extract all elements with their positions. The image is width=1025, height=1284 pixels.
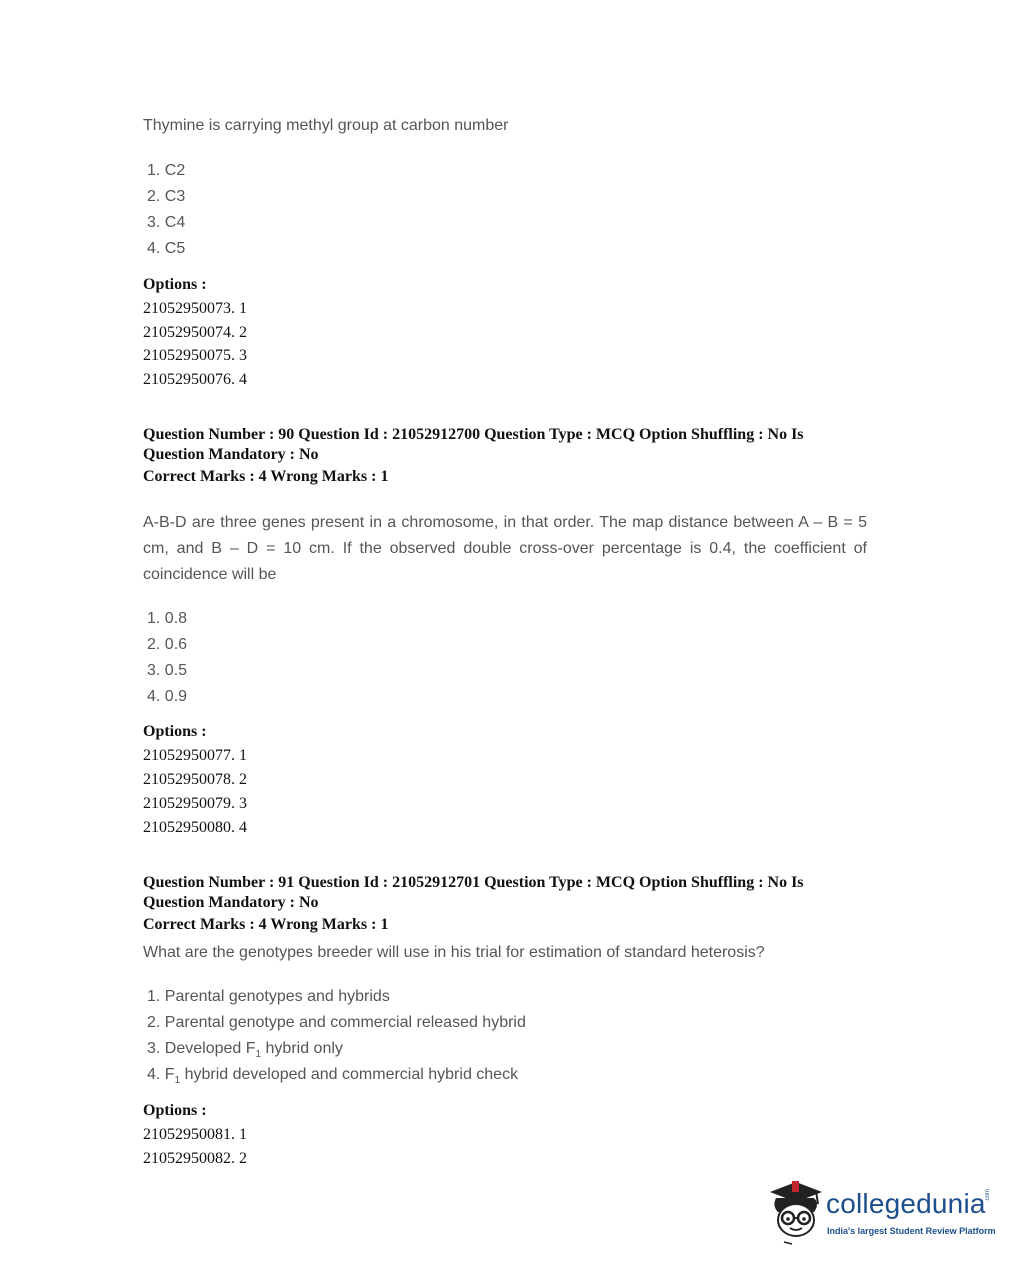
question-header — [143, 425, 873, 465]
choice-item: 1. Parental genotypes and hybrids — [147, 988, 390, 1005]
option-item: 21052950081. 1 — [143, 1126, 247, 1143]
marks-line: Correct Marks : 4 Wrong Marks : 1 — [143, 916, 389, 933]
question-header-line: Question Mandatory : No — [143, 446, 319, 463]
logo-domain: .com — [985, 1188, 991, 1202]
choice-text: 4. F — [147, 1066, 175, 1083]
options-label: Options : — [143, 723, 207, 740]
choice-item: 4. C5 — [147, 240, 186, 257]
option-item: 21052950074. 2 — [143, 324, 247, 341]
option-item: 21052950075. 3 — [143, 347, 247, 364]
question-text: Thymine is carrying methyl group at carbon number — [143, 117, 509, 134]
question-header-line: Question Mandatory : No — [143, 894, 319, 911]
question-header-line: Question Number : 90 Question Id : 21052912700 Question Type : MCQ Option Shuffling : No Is — [143, 426, 804, 443]
option-item: 21052950080. 4 — [143, 819, 247, 836]
subscript: 1 — [174, 1075, 181, 1087]
collegedunia-logo[interactable] — [766, 1176, 996, 1246]
choice-item: 2. C3 — [147, 188, 186, 205]
marks-line: Correct Marks : 4 Wrong Marks : 1 — [143, 468, 389, 485]
question-header — [143, 873, 873, 913]
option-item: 21052950079. 3 — [143, 795, 247, 812]
options-label: Options : — [143, 1102, 207, 1119]
options-label: Options : — [143, 276, 207, 293]
option-item: 21052950078. 2 — [143, 771, 247, 788]
choice-item — [147, 1040, 343, 1060]
choice-item: 1. C2 — [147, 162, 186, 179]
choice-text: hybrid developed and commercial hybrid check — [180, 1066, 519, 1083]
subscript: 1 — [255, 1049, 262, 1061]
option-item: 21052950073. 1 — [143, 300, 247, 317]
choice-item: 2. 0.6 — [147, 636, 188, 653]
question-header-line: Question Number : 91 Question Id : 21052912701 Question Type : MCQ Option Shuffling : No Is — [143, 874, 804, 891]
choice-item: 2. Parental genotype and commercial released hybrid — [147, 1014, 526, 1031]
choice-item: 4. 0.9 — [147, 688, 188, 705]
choice-item: 3. C4 — [147, 214, 186, 231]
choice-item: 1. 0.8 — [147, 610, 188, 627]
choice-text: hybrid only — [261, 1040, 343, 1057]
option-item: 21052950076. 4 — [143, 371, 247, 388]
choice-text: 3. Developed F — [147, 1040, 256, 1057]
choice-item: 3. 0.5 — [147, 662, 188, 679]
option-item: 21052950077. 1 — [143, 747, 247, 764]
option-item: 21052950082. 2 — [143, 1150, 247, 1167]
logo-wordmark: collegedunia — [826, 1188, 986, 1219]
logo-tagline: India's largest Student Review Platform — [827, 1226, 996, 1236]
question-text: A-B-D are three genes present in a chromosome, in that order. The map distance between A – B = 5 cm, and B – D = 10 cm. If the observed double cross-over percentage is 0.4, the coefficient of coincidence will be — [143, 514, 867, 583]
mascot-icon — [766, 1176, 826, 1246]
choice-item — [147, 1066, 518, 1086]
question-text: What are the genotypes breeder will use in his trial for estimation of standard heterosis? — [143, 944, 765, 961]
